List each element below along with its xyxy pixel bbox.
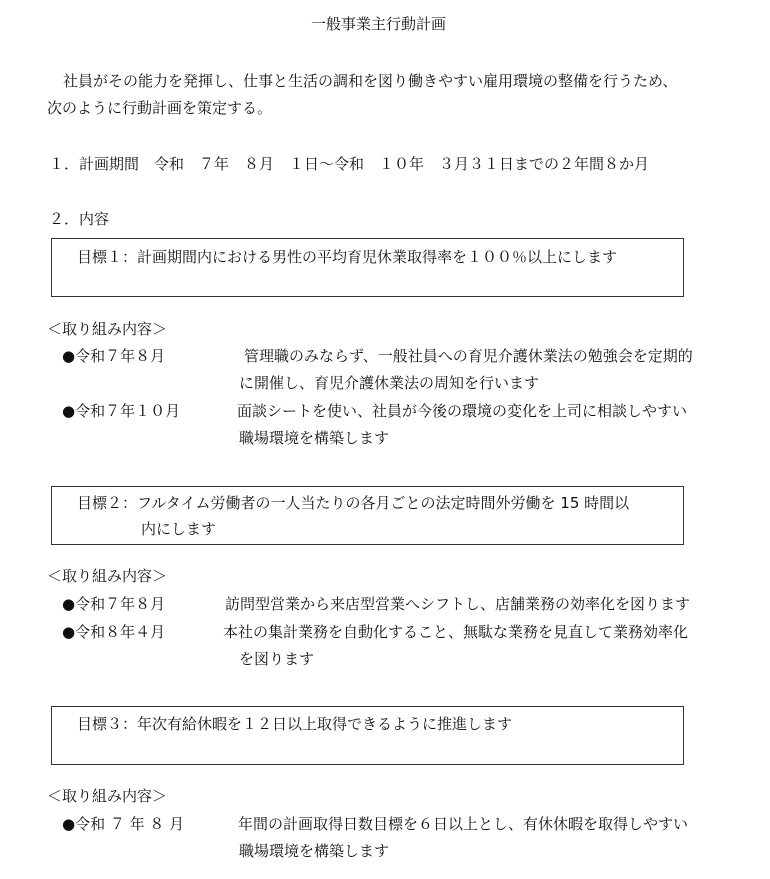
goal-1-item-1-desc-1: 管理職のみならず、一般社員への育児介護休業法の勉強会を定期的 [244,347,693,365]
goal-1-item-2-desc-1: 面談シートを使い、社員が今後の環境の変化を上司に相談しやすい [237,402,688,420]
goal-2-box [51,486,684,545]
goal-2-text-2: 内にします [141,520,217,538]
goal-3-actions-heading: ＜取り組み内容＞ [47,787,168,805]
goal-3-text: 目標３：年次有給休暇を１２日以上取得できるように推進します [77,715,513,733]
goal-1-text: 目標１：計画期間内における男性の平均育児休業取得率を１００％以上にします [77,248,618,266]
goal-2-text-1: 目標２：フルタイム労働者の一人当たりの各月ごとの法定時間外労働を 15 時間以 [77,494,630,512]
goal-3-item-1-date: ●令和 ７ 年 ８ 月 [62,815,185,833]
intro-line-2: 次のように行動計画を策定する。 [47,99,273,117]
goal-2-item-1-date: ●令和７年８月 [62,595,166,613]
goal-1-box [51,238,684,297]
goal-3-item-1-desc-2: 職場環境を構築します [239,842,390,860]
section-contents-heading: ２．内容 [49,210,110,228]
plan-period: １．計画期間 令和 ７年 ８月 １日～令和 １０年 ３月３１日までの２年間８か月 [49,155,650,173]
goal-2-item-1-desc-1: 訪問型営業から来店型営業へシフトし、店舗業務の効率化を図ります [225,595,691,613]
goal-2-item-2-desc-2: を図ります [239,650,315,668]
intro-line-1: 社員がその能力を発揮し、仕事と生活の調和を図り働きやすい雇用環境の整備を行うため、 [63,72,678,90]
goal-3-box [51,706,684,765]
page-title: 一般事業主行動計画 [311,15,447,33]
goal-2-item-2-date: ●令和８年４月 [62,623,166,641]
goal-1-item-1-date: ●令和７年８月 [62,347,166,365]
goal-3-item-1-desc-1: 年間の計画取得日数目標を６日以上とし、有休休暇を取得しやすい [238,815,689,833]
goal-1-item-2-date: ●令和７年１０月 [62,402,181,420]
goal-2-item-2-desc-1: 本社の集計業務を自動化すること、無駄な業務を見直して業務効率化 [223,623,689,641]
goal-1-item-1-desc-2: に開催し、育児介護休業法の周知を行います [239,374,540,392]
goal-1-item-2-desc-2: 職場環境を構築します [239,429,390,447]
goal-2-actions-heading: ＜取り組み内容＞ [47,567,168,585]
goal-1-actions-heading: ＜取り組み内容＞ [47,320,168,338]
